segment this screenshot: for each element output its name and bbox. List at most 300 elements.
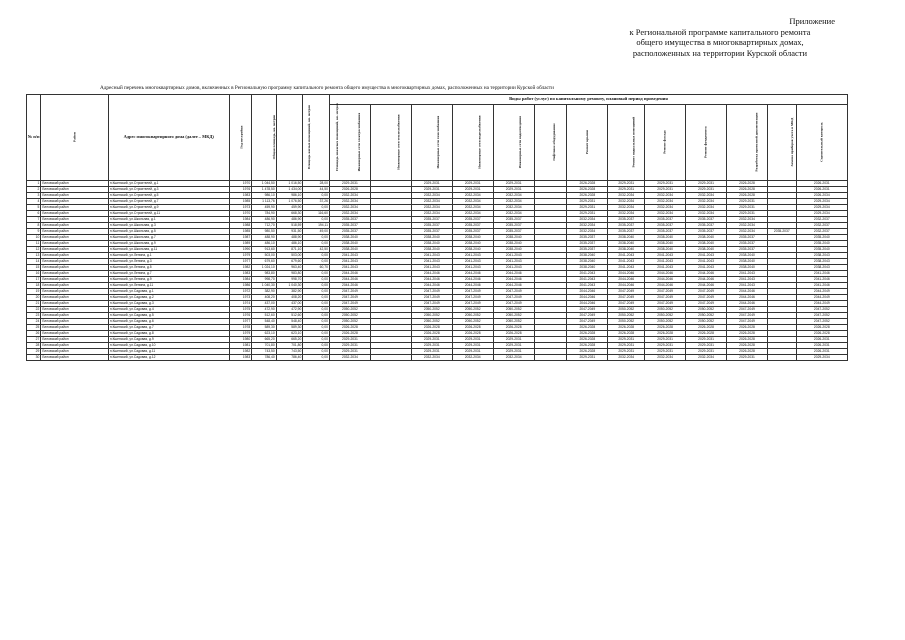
table-cell: 2035-2037 — [452, 223, 493, 229]
table-cell: 2038-2040 — [329, 241, 370, 247]
table-cell: 29 — [27, 349, 41, 355]
table-cell: 2029-2031 — [493, 349, 534, 355]
table-cell: 2038-2040 — [645, 235, 686, 241]
table-cell: 2029-2031 — [567, 211, 608, 217]
table-cell: 2041-2043 — [686, 253, 727, 259]
table-cell: 2041-2043 — [452, 259, 493, 265]
table-cell: п.Кшенский, ул.Школьная, д.5 — [108, 229, 229, 235]
table-cell: 2029-2031 — [608, 187, 645, 193]
table-cell: 2032-2034 — [686, 193, 727, 199]
table-cell: 2035-2037 — [686, 217, 727, 223]
table-cell: 2041-2043 — [329, 265, 370, 271]
table-cell: 2044-2046 — [411, 271, 452, 277]
table-cell: 2041-2043 — [493, 259, 534, 265]
table-cell: 2038-2043 — [796, 259, 847, 265]
table-cell: Беловский район — [41, 187, 109, 193]
table-cell: 28 — [27, 343, 41, 349]
table-cell: 1985 — [229, 229, 252, 235]
table-cell: 1977 — [229, 259, 252, 265]
table-cell: 0,00 — [303, 349, 330, 355]
table-cell: 743,50 — [276, 349, 303, 355]
table-cell: 1986 — [229, 283, 252, 289]
table-cell: п.Кшенский, ул.Строителей, д.9 — [108, 205, 229, 211]
table-cell: 548,40 — [252, 319, 277, 325]
table-cell: 2050-2052 — [645, 307, 686, 313]
table-cell: 2032-2034 — [329, 199, 370, 205]
table-cell: 2035-2037 — [608, 229, 645, 235]
table-cell: 2050-2052 — [608, 313, 645, 319]
table-cell: Беловский район — [41, 259, 109, 265]
table-cell: 2029-2031 — [411, 337, 452, 343]
table-cell: 623,10 — [252, 331, 277, 337]
table-cell: 2032-2034 — [329, 211, 370, 217]
table-cell: 42,50 — [303, 247, 330, 253]
table-cell: 2038-2040 — [493, 235, 534, 241]
table-cell: 2029-2031 — [727, 205, 768, 211]
table-cell: 2041-2043 — [493, 265, 534, 271]
table-cell: 2035-2037 — [567, 247, 608, 253]
table-cell: 12 — [27, 247, 41, 253]
table-cell: 623,10 — [276, 331, 303, 337]
table-cell: 2026-2028 — [727, 325, 768, 331]
header-work-9: Ремонт фундамента — [686, 105, 727, 181]
header-work-10: Разработка проектной документации — [727, 105, 768, 181]
table-cell: 1970 — [229, 181, 252, 187]
table-cell: 2050-2052 — [608, 319, 645, 325]
table-cell: 2038-2040 — [727, 265, 768, 271]
header-district: Район — [41, 95, 109, 181]
table-cell: 2029-2031 — [567, 199, 608, 205]
table-cell: 1 040,30 — [252, 283, 277, 289]
table-cell: 2032-2034 — [686, 355, 727, 361]
table-cell: 2032-2037 — [796, 229, 847, 235]
table-cell: 2041-2043 — [411, 265, 452, 271]
table-cell: 2032-2034 — [329, 355, 370, 361]
table-cell: 2029-2031 — [411, 181, 452, 187]
table-cell: 1988 — [229, 223, 252, 229]
table-cell: 1 016,50 — [276, 181, 303, 187]
table-cell: 2041-2043 — [645, 265, 686, 271]
table-cell: 2032-2037 — [796, 223, 847, 229]
table-cell: 2044-2046 — [452, 277, 493, 283]
table-cell: 679,60 — [276, 259, 303, 265]
table-cell: 2032-2034 — [645, 205, 686, 211]
table-cell: Беловский район — [41, 229, 109, 235]
table-cell: 7 — [27, 217, 41, 223]
table-cell: 2038-2040 — [567, 253, 608, 259]
table-cell: 2038-2040 — [411, 235, 452, 241]
table-cell: п.Кшенский, ул.Школьная, д.1 — [108, 217, 229, 223]
table-cell: 2026-2028 — [493, 331, 534, 337]
table-cell: 2050-2052 — [329, 307, 370, 313]
table-cell: 486,10 — [276, 241, 303, 247]
table-cell: 2026-2028 — [796, 325, 847, 331]
table-cell: 1970 — [229, 211, 252, 217]
table-cell: 2026-2028 — [329, 331, 370, 337]
table-cell: 2035-2037 — [411, 229, 452, 235]
header-work-8: Ремонт фасада — [645, 105, 686, 181]
table-cell: 2032-2034 — [329, 193, 370, 199]
table-cell: 2035-2037 — [608, 223, 645, 229]
table-cell: 2029-2031 — [645, 343, 686, 349]
table-cell: 2038-2040 — [645, 241, 686, 247]
table-cell: 1977 — [229, 319, 252, 325]
table-cell: 472,90 — [276, 307, 303, 313]
table-cell: 2041-2043 — [329, 253, 370, 259]
table-cell: 4 — [27, 199, 41, 205]
table-cell: 1983 — [229, 355, 252, 361]
table-cell: 2047-2049 — [608, 301, 645, 307]
table-caption: Адресный перечень многоквартирных домов, включенных в Региональную программу капитального ремонта общего имущества в многоквартирных домах, расположенных на территории Курской области — [100, 85, 554, 91]
table-cell: 2041-2043 — [567, 277, 608, 283]
table-cell: 2047-2049 — [686, 289, 727, 295]
table-cell: 2041-2043 — [686, 265, 727, 271]
table-cell: 2035-2037 — [645, 229, 686, 235]
table-cell: 2050-2052 — [686, 313, 727, 319]
table-cell: 2032-2034 — [645, 355, 686, 361]
table-cell: 28,00 — [303, 181, 330, 187]
table-cell: 2026-2028 — [452, 325, 493, 331]
table-cell: 2038-2040 — [686, 247, 727, 253]
table-cell: 2032-2034 — [727, 223, 768, 229]
table-cell: 2026-2028 — [727, 349, 768, 355]
table-cell: Беловский район — [41, 283, 109, 289]
header-row-group — [27, 95, 848, 105]
table-cell: 2035-2037 — [686, 223, 727, 229]
table-cell: 2029-2034 — [796, 211, 847, 217]
table-cell: 786,40 — [276, 355, 303, 361]
table-cell: 2047-2049 — [411, 289, 452, 295]
table-cell: п.Кшенский, ул.Строителей, д.3 — [108, 187, 229, 193]
table-cell: 2038-2040 — [608, 235, 645, 241]
table-cell: 2041-2043 — [727, 283, 768, 289]
table-cell: 1 478,50 — [252, 187, 277, 193]
table-cell: 2029-2031 — [608, 349, 645, 355]
table-cell: 998,70 — [276, 277, 303, 283]
table-cell: п.Кшенский, ул.Ленина, д.3 — [108, 259, 229, 265]
table-cell: 2041-2043 — [567, 283, 608, 289]
table-cell: 1990 — [229, 247, 252, 253]
table-cell: 0,00 — [303, 253, 330, 259]
table-cell: 1979 — [229, 253, 252, 259]
table-cell: 2044-2046 — [567, 289, 608, 295]
table-cell: 2038-2043 — [796, 265, 847, 271]
table-cell: 2026-2028 — [329, 187, 370, 193]
table-cell: 2047-2049 — [727, 319, 768, 325]
table-cell: 2035-2037 — [493, 217, 534, 223]
table-cell: 2038-2040 — [329, 235, 370, 241]
table-cell: Беловский район — [41, 289, 109, 295]
table-cell: 2050-2052 — [452, 313, 493, 319]
table-cell: 2029-2031 — [645, 337, 686, 343]
table-cell: 60,70 — [303, 265, 330, 271]
table-cell: 701,80 — [276, 343, 303, 349]
table-cell: 49,00 — [303, 229, 330, 235]
table-cell: 2035-2037 — [329, 223, 370, 229]
table-cell: 1984 — [229, 277, 252, 283]
table-cell: 2050-2052 — [411, 319, 452, 325]
table-cell: 2044-2046 — [329, 277, 370, 283]
table-cell: 2035-2037 — [567, 235, 608, 241]
table-cell: 2029-2031 — [493, 181, 534, 187]
table-cell: 2029-2031 — [452, 349, 493, 355]
table-cell: 518,59 — [276, 223, 303, 229]
table-cell: 2044-2049 — [796, 295, 847, 301]
table-cell: 2032-2034 — [452, 355, 493, 361]
table-cell: 2029-2031 — [686, 343, 727, 349]
table-cell: 2050-2052 — [645, 313, 686, 319]
table-cell: 503,00 — [276, 253, 303, 259]
table-cell: 2026-2028 — [686, 331, 727, 337]
appendix-line-4: расположенных на территории Курской области — [632, 47, 808, 58]
table-cell: 2032-2034 — [493, 205, 534, 211]
table-cell: 1 — [27, 181, 41, 187]
table-cell: 0,00 — [303, 289, 330, 295]
table-cell: 2026-2031 — [796, 181, 847, 187]
table-cell: 2026-2028 — [727, 337, 768, 343]
table-cell: 37,26 — [303, 199, 330, 205]
table-cell: 2035-2037 — [727, 235, 768, 241]
table-cell: Беловский район — [41, 277, 109, 283]
table-cell: 2032-2034 — [452, 193, 493, 199]
table-cell: 2047-2049 — [645, 301, 686, 307]
table-cell: 2047-2049 — [493, 301, 534, 307]
table-cell: 2029-2031 — [329, 181, 370, 187]
table-cell: 1983 — [229, 193, 252, 199]
table-cell: п.Кшенский, ул.Школьная, д.11 — [108, 247, 229, 253]
table-cell: 1 024,10 — [252, 265, 277, 271]
table-cell: 1973 — [229, 295, 252, 301]
table-cell: 2035-2037 — [493, 223, 534, 229]
table-cell: п.Кшенский, ул.Садовая, д.10 — [108, 343, 229, 349]
table-cell: 30 — [27, 355, 41, 361]
table-cell — [767, 355, 796, 361]
table-cell: 0,00 — [303, 337, 330, 343]
table-cell: 0,00 — [303, 295, 330, 301]
table-cell: 2035-2037 — [767, 229, 796, 235]
table-cell: 2044-2046 — [493, 271, 534, 277]
table-cell: 2026-2031 — [796, 343, 847, 349]
table-cell: 408,20 — [276, 295, 303, 301]
register-table — [26, 94, 848, 361]
table-cell: 2050-2052 — [329, 313, 370, 319]
table-cell: 986,10 — [252, 193, 277, 199]
table-cell: Беловский район — [41, 307, 109, 313]
table-cell: 2047-2049 — [452, 301, 493, 307]
table-cell: 2026-2028 — [411, 331, 452, 337]
table-cell: 6 — [27, 211, 41, 217]
table-cell: 2026-2031 — [796, 349, 847, 355]
table-cell: 2038-2040 — [452, 247, 493, 253]
table-cell: 589,30 — [276, 325, 303, 331]
table-cell: 1980 — [229, 337, 252, 343]
table-cell: 2032-2037 — [796, 217, 847, 223]
table-cell: 503,00 — [252, 253, 277, 259]
table-cell: Беловский район — [41, 241, 109, 247]
table-cell: 2026-2028 — [567, 193, 608, 199]
table-cell: 2038-2040 — [567, 259, 608, 265]
table-cell: п.Кшенский, ул.Строителей, д.7 — [108, 199, 229, 205]
table-cell: 2035-2037 — [567, 241, 608, 247]
table-cell: 2050-2052 — [493, 313, 534, 319]
table-cell: 589,30 — [252, 325, 277, 331]
table-cell: 2044-2046 — [493, 283, 534, 289]
table-cell: 2044-2046 — [411, 283, 452, 289]
table-cell: 2050-2052 — [686, 307, 727, 313]
table-cell: 2047-2052 — [796, 307, 847, 313]
table-cell: 488,90 — [252, 235, 277, 241]
table-cell: 0,00 — [303, 355, 330, 361]
table-cell: 1978 — [229, 325, 252, 331]
header-other-area: Площадь нежилых помещений, кв. метров — [303, 95, 330, 181]
table-cell: 0,00 — [303, 259, 330, 265]
table-cell: п.Кшенский, ул.Садовая, д.9 — [108, 337, 229, 343]
table-cell: 2026-2028 — [608, 331, 645, 337]
table-cell: 2035-2040 — [796, 235, 847, 241]
table-cell: 2041-2043 — [727, 271, 768, 277]
table-cell: 2029-2031 — [411, 349, 452, 355]
table-cell: 2038-2040 — [411, 247, 452, 253]
table-cell: Беловский район — [41, 349, 109, 355]
table-cell: 0,00 — [303, 241, 330, 247]
table-cell: 2044-2046 — [608, 271, 645, 277]
table-cell: п.Кшенский, ул.Ленина, д.1 — [108, 253, 229, 259]
table-cell: 1982 — [229, 265, 252, 271]
table-cell: 2029-2031 — [329, 343, 370, 349]
table-cell: 2047-2049 — [329, 295, 370, 301]
appendix-line-1: Приложение — [789, 16, 835, 26]
table-cell: 21 — [27, 301, 41, 307]
table-cell: 24 — [27, 319, 41, 325]
table-cell: 2026-2028 — [567, 331, 608, 337]
table-cell: 1984 — [229, 217, 252, 223]
table-cell: 2032-2034 — [608, 193, 645, 199]
table-cell: 2047-2049 — [727, 307, 768, 313]
table-cell: 2026-2031 — [796, 187, 847, 193]
table-cell: 0,00 — [303, 301, 330, 307]
table-cell: 2041-2043 — [329, 259, 370, 265]
table-cell: 712,70 — [252, 223, 277, 229]
table-cell: 2029-2031 — [411, 187, 452, 193]
table-cell: 2035-2037 — [411, 223, 452, 229]
table-cell: п.Кшенский, ул.Строителей, д.5 — [108, 193, 229, 199]
table-cell: 2038-2040 — [727, 253, 768, 259]
table-cell: 2026-2028 — [567, 337, 608, 343]
table-cell: 27 — [27, 337, 41, 343]
table-cell: 11 — [27, 241, 41, 247]
table-cell: 2032-2034 — [411, 355, 452, 361]
table-cell: 668,30 — [276, 211, 303, 217]
table-cell: 2041-2046 — [796, 271, 847, 277]
table-cell: 665,20 — [276, 337, 303, 343]
header-work-7: Ремонт подвальных помещений — [608, 105, 645, 181]
table-cell: 2032-2034 — [452, 211, 493, 217]
table-cell: 3 — [27, 193, 41, 199]
table-cell: 2044-2046 — [686, 271, 727, 277]
header-address: Адрес многоквартирного дома (далее – МКД) — [108, 95, 229, 181]
table-cell: 2047-2049 — [567, 313, 608, 319]
header-total-area: Общая площадь, кв. метров — [252, 95, 277, 181]
table-cell: 1983 — [229, 271, 252, 277]
table-cell: 786,40 — [252, 355, 277, 361]
appendix-line-2: к Региональной программе капитального ремонта — [629, 26, 811, 37]
table-cell: 1982 — [229, 349, 252, 355]
table-cell: Беловский район — [41, 253, 109, 259]
header-work-5: Лифтовое оборудование — [534, 105, 567, 181]
table-cell: 2029-2031 — [329, 337, 370, 343]
table-cell: 2029-2031 — [329, 349, 370, 355]
table-cell: 459,90 — [252, 205, 277, 211]
table-cell: 2032-2034 — [452, 205, 493, 211]
table-cell: 2047-2049 — [686, 295, 727, 301]
table-cell: 913,60 — [252, 247, 277, 253]
table-cell: 2041-2046 — [796, 277, 847, 283]
table-cell: Беловский район — [41, 343, 109, 349]
table-cell: Беловский район — [41, 223, 109, 229]
table-cell: 2032-2034 — [329, 205, 370, 211]
table-cell: п.Кшенский, ул.Ленина, д.5 — [108, 265, 229, 271]
table-cell: 2029-2031 — [452, 187, 493, 193]
table-cell: 2026-2034 — [796, 193, 847, 199]
table-cell: 2032-2034 — [608, 355, 645, 361]
table-cell: п.Кшенский, ул.Строителей, д.1 — [108, 181, 229, 187]
table-cell: 2032-2034 — [686, 199, 727, 205]
table-cell: п.Кшенский, ул.Ленина, д.11 — [108, 283, 229, 289]
table-cell: Беловский район — [41, 355, 109, 361]
table-cell: п.Кшенский, ул.Школьная, д.3 — [108, 223, 229, 229]
table-cell: 2038-2040 — [608, 241, 645, 247]
table-cell: Беловский район — [41, 181, 109, 187]
table-cell: Беловский район — [41, 313, 109, 319]
table-cell: 2026-2028 — [567, 343, 608, 349]
table-cell: 2026-2028 — [452, 331, 493, 337]
table-cell: 2047-2049 — [493, 295, 534, 301]
table-cell: 679,60 — [252, 259, 277, 265]
table-cell: 486,90 — [252, 217, 277, 223]
table-cell: 2047-2049 — [645, 289, 686, 295]
table-cell: 2050-2052 — [452, 307, 493, 313]
table-cell: 0,00 — [303, 307, 330, 313]
table-cell: п.Кшенский, ул.Садовая, д.7 — [108, 325, 229, 331]
table-cell: 8 — [27, 223, 41, 229]
table-cell: 2044-2046 — [567, 301, 608, 307]
table-cell: 1 076,50 — [276, 199, 303, 205]
header-living-area: Площадь жилых помещений, кв. метров — [276, 95, 303, 181]
table-cell: 1 434,00 — [276, 187, 303, 193]
table-cell: 2029-2031 — [411, 343, 452, 349]
table-cell: 2038-2040 — [567, 265, 608, 271]
table-cell: 25 — [27, 325, 41, 331]
table-cell: 2044-2046 — [452, 271, 493, 277]
table-cell: 2047-2049 — [727, 313, 768, 319]
table-cell: 2050-2052 — [608, 307, 645, 313]
table-cell: п.Кшенский, ул.Садовая, д.1 — [108, 289, 229, 295]
table-cell: п.Кшенский, ул.Садовая, д.12 — [108, 355, 229, 361]
table-cell: 548,40 — [276, 319, 303, 325]
table-cell: 2029-2031 — [493, 187, 534, 193]
table-cell: 472,90 — [252, 307, 277, 313]
table-cell: 2044-2046 — [686, 277, 727, 283]
header-work-3: Инженерные сети водоснабжения — [452, 105, 493, 181]
table-cell: 2047-2049 — [645, 295, 686, 301]
table-cell: 2044-2046 — [329, 283, 370, 289]
table-cell: 2029-2031 — [608, 337, 645, 343]
table-cell: 0,00 — [303, 235, 330, 241]
table-cell: п.Кшенский, ул.Школьная, д.7 — [108, 235, 229, 241]
table-cell: 1 113,76 — [252, 199, 277, 205]
table-cell: 2044-2049 — [796, 301, 847, 307]
table-cell: 2029-2031 — [452, 337, 493, 343]
